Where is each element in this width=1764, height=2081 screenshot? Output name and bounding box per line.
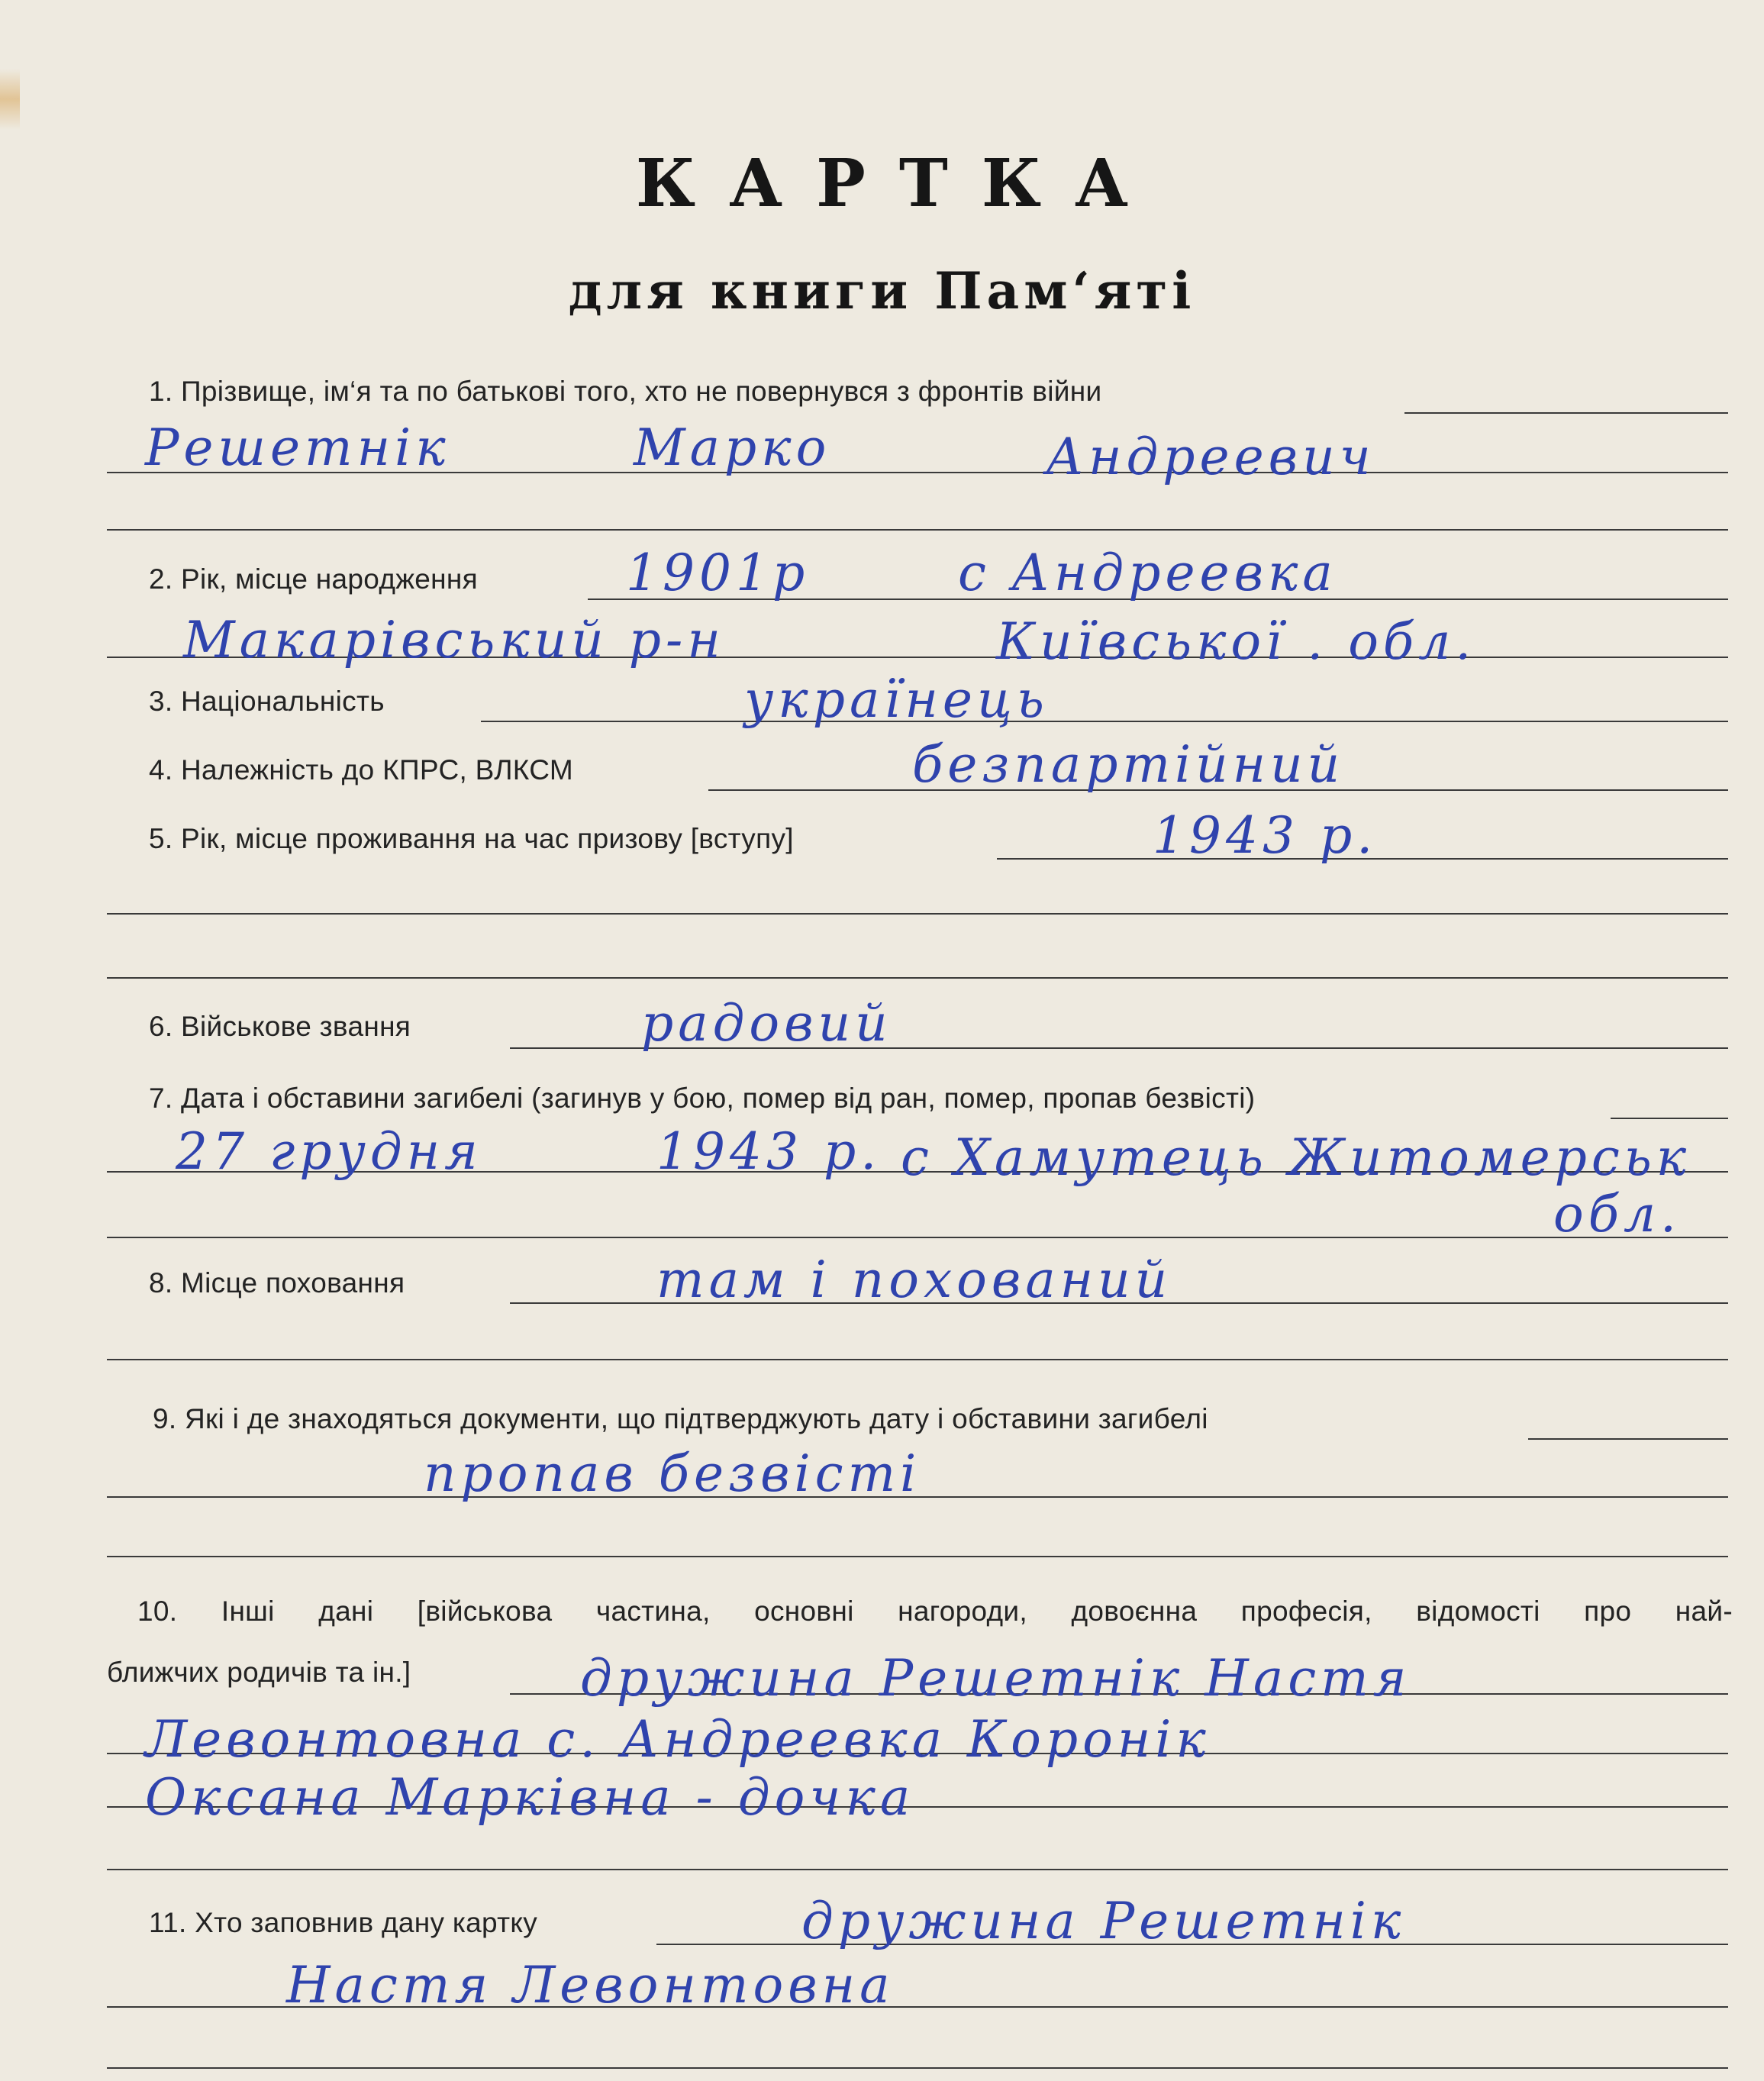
field-10-label-1: 10. Інші дані [військова частина, основні нагороди, довоєнна професія, відомості про най- bbox=[137, 1595, 1733, 1627]
field-9-line-c bbox=[107, 1556, 1728, 1557]
field-9-line-a bbox=[1528, 1438, 1728, 1440]
hand-relatives-2: Левонтовна с. Андреевка Коронік bbox=[145, 1710, 1211, 1769]
hand-relatives-3: Оксана Марківна - дочка bbox=[145, 1768, 915, 1827]
field-5-line-b bbox=[107, 913, 1728, 915]
field-6-label: 6. Військове звання bbox=[149, 1011, 411, 1042]
field-8-label: 8. Місце поховання bbox=[149, 1267, 405, 1299]
field-3-line bbox=[481, 721, 1728, 722]
field-2-label: 2. Рік, місце народження bbox=[149, 563, 478, 595]
hand-birth-village: с Андреевка bbox=[958, 544, 1337, 602]
field-10-label-2: ближчих родичів та ін.] bbox=[107, 1657, 411, 1688]
field-11-label: 11. Хто заповнив дану картку bbox=[149, 1907, 538, 1938]
hand-patronymic: Андреевич bbox=[1046, 427, 1375, 486]
field-5-line-c bbox=[107, 977, 1728, 979]
hand-birth-district: Макарівський р-н bbox=[183, 611, 725, 669]
hand-filled-by-2: Настя Левонтовна bbox=[286, 1956, 895, 2015]
hand-party: безпартійний bbox=[912, 735, 1345, 794]
hand-relatives-1: дружина Решетнік Настя bbox=[580, 1649, 1411, 1708]
hand-death-place: с Хамутець Житомерськ bbox=[901, 1128, 1691, 1187]
field-9-label: 9. Які і де знаходяться документи, що підтверджують дату і обставини загибелі bbox=[153, 1403, 1208, 1434]
field-1-label: 1. Прізвище, ім‘я та по батькові того, хто не повернувся з фронтів війни bbox=[149, 376, 1102, 407]
hand-rank: радовий bbox=[641, 994, 892, 1053]
hand-death-year: 1943 р. bbox=[656, 1122, 882, 1181]
field-3-label: 3. Національність bbox=[149, 686, 385, 717]
field-7-label: 7. Дата і обставини загибелі (загинув у бою, помер від ран, помер, пропав безвісті) bbox=[149, 1082, 1256, 1114]
hand-death-region: обл. bbox=[1553, 1185, 1682, 1244]
hand-filled-by-1: дружина Решетнік bbox=[801, 1892, 1406, 1950]
field-5-label: 5. Рік, місце проживання на час призову [вступу] bbox=[149, 823, 794, 854]
card-title: КАРТКА bbox=[635, 145, 1163, 222]
field-11-line-c bbox=[107, 2067, 1728, 2069]
hand-given-name: Марко bbox=[634, 418, 831, 477]
field-4-label: 4. Належність до КПРС, ВЛКСМ bbox=[149, 754, 573, 786]
edge-stain bbox=[0, 69, 20, 130]
hand-documents: пропав безвісті bbox=[424, 1444, 921, 1503]
hand-birth-region: Київської . обл. bbox=[996, 612, 1476, 671]
field-8-line-b bbox=[107, 1359, 1728, 1360]
card-subtitle: для книги Пам‘яті bbox=[568, 261, 1196, 321]
hand-burial: там і похований bbox=[656, 1250, 1172, 1309]
hand-death-date: 27 грудня bbox=[176, 1122, 482, 1181]
hand-birth-year: 1901р bbox=[626, 544, 810, 602]
hand-nationality: українець bbox=[744, 670, 1049, 729]
field-1-line-c bbox=[107, 529, 1728, 531]
field-1-line-a bbox=[1404, 412, 1728, 414]
field-7-line-c bbox=[107, 1237, 1728, 1238]
field-10-line-d bbox=[107, 1869, 1728, 1870]
field-7-line-a bbox=[1611, 1118, 1728, 1119]
hand-surname: Решетнік bbox=[145, 418, 450, 477]
hand-conscription: 1943 р. bbox=[1153, 806, 1378, 865]
